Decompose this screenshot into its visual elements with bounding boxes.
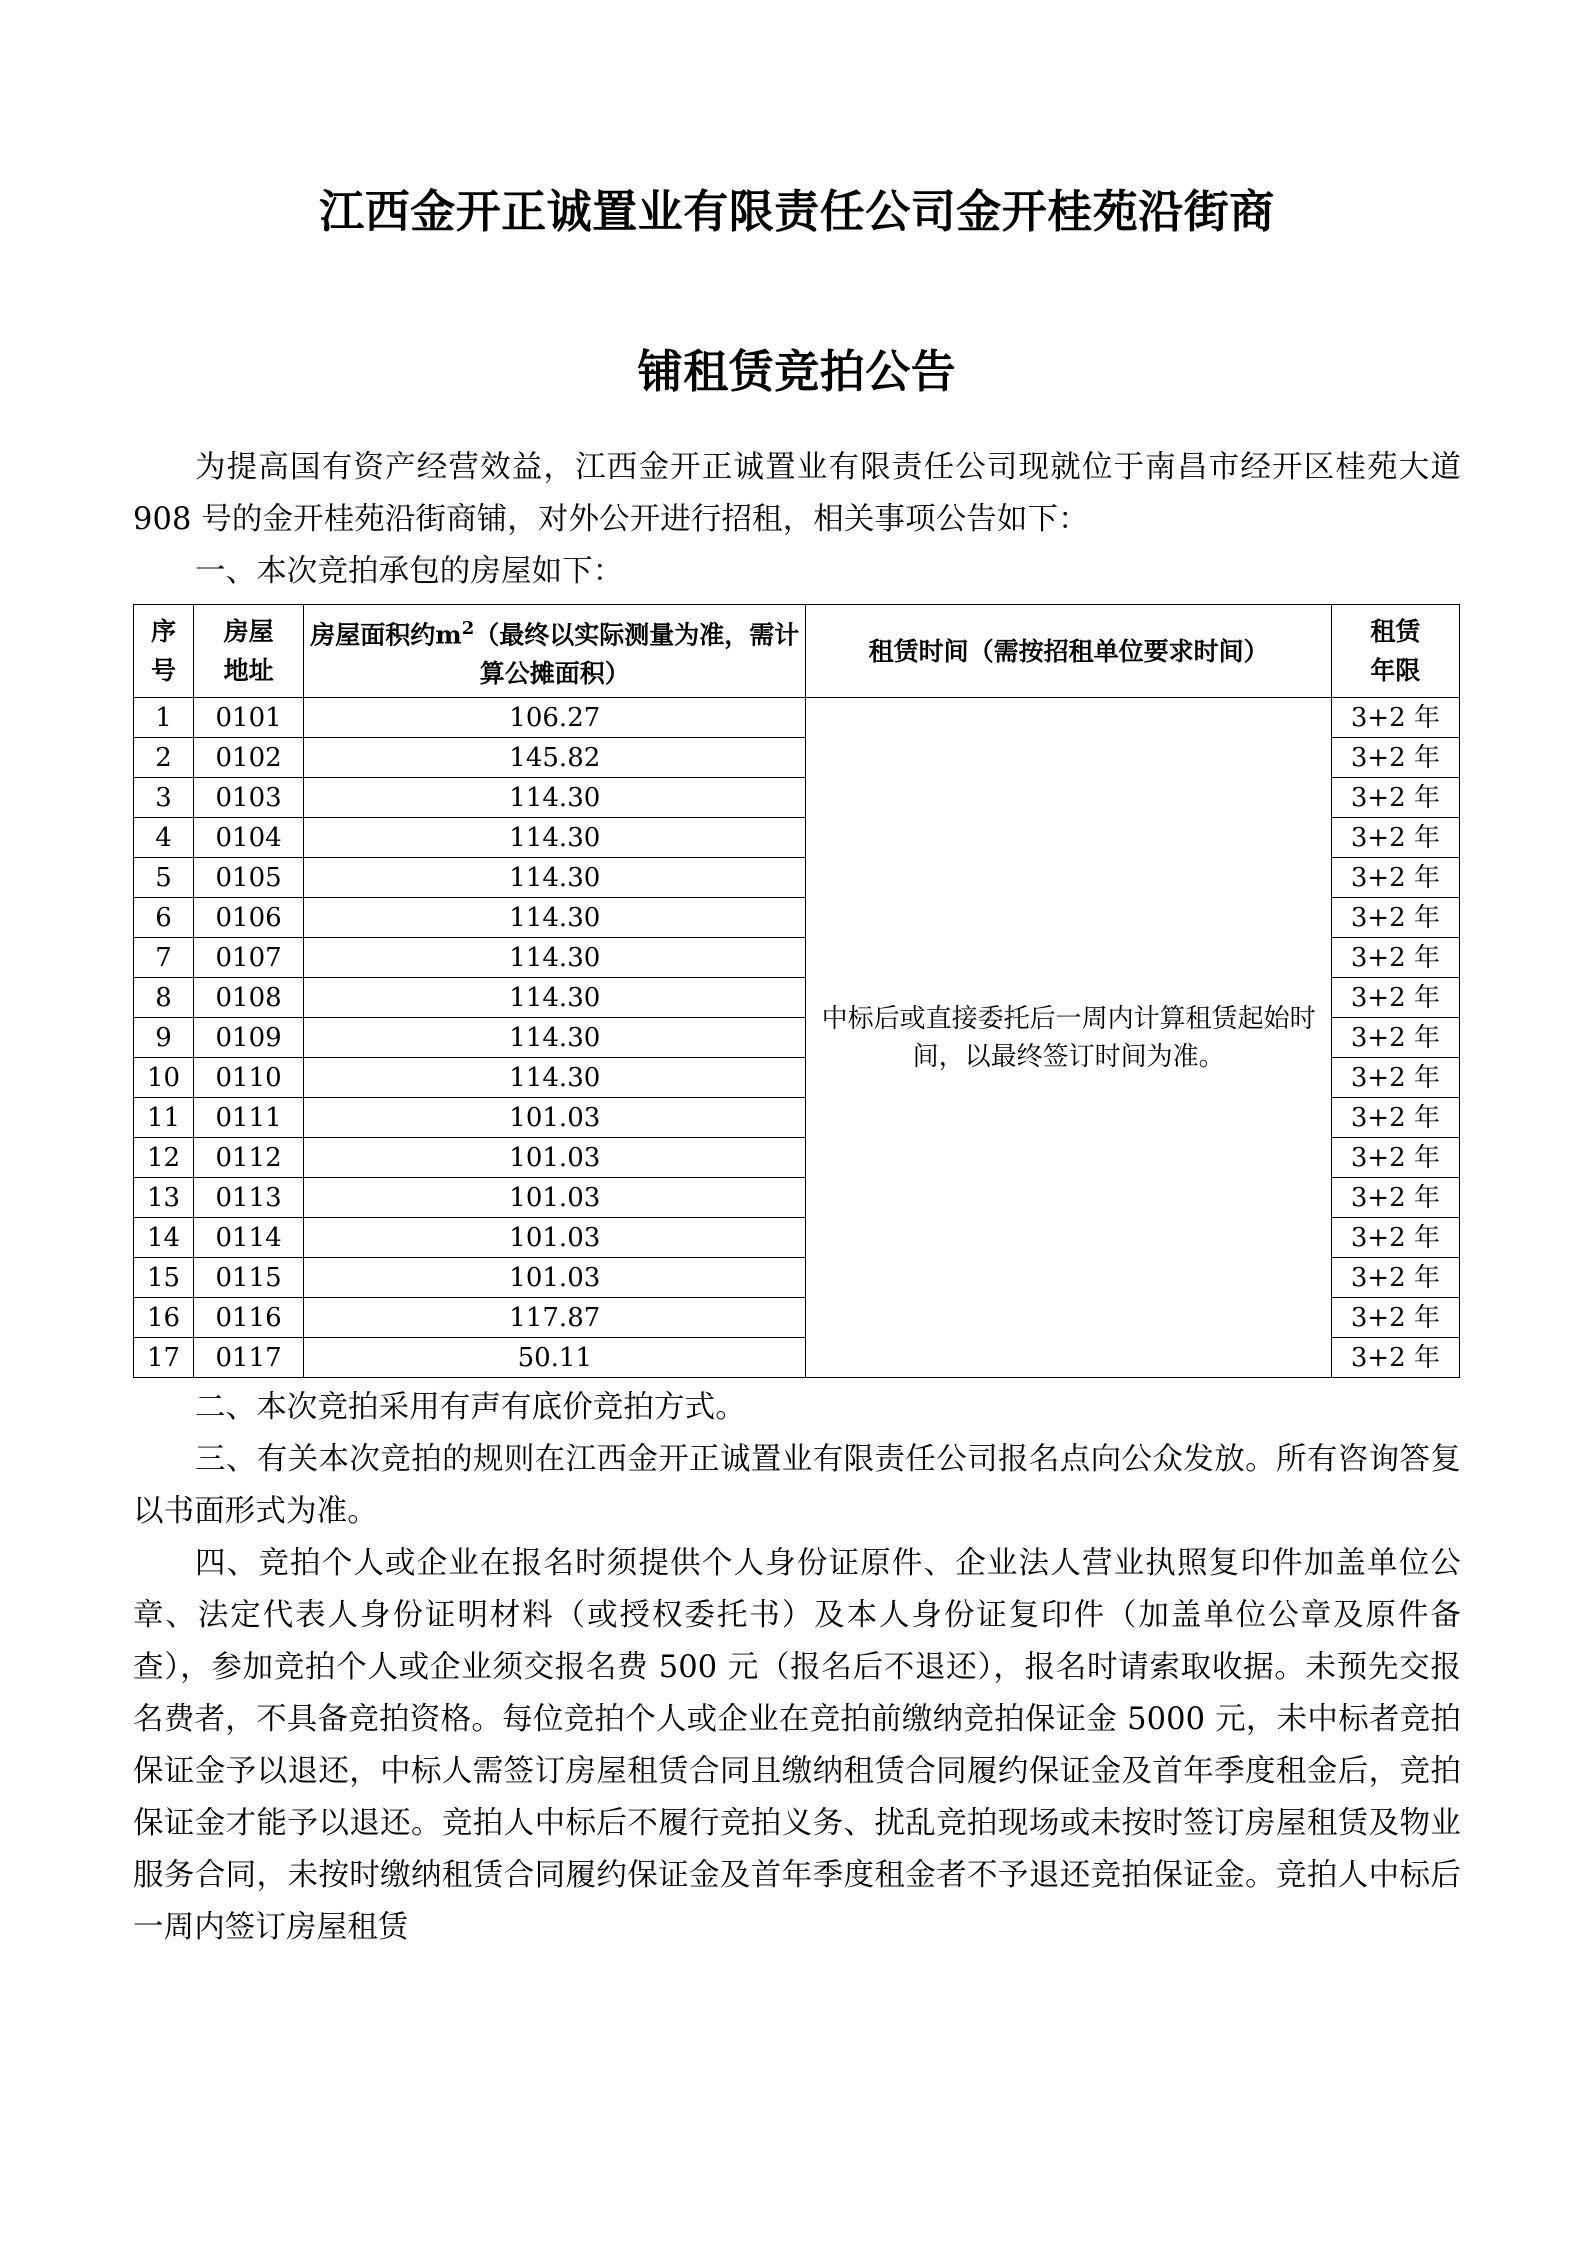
cell-area: 145.82 xyxy=(304,738,806,778)
cell-area: 114.30 xyxy=(304,1058,806,1098)
cell-no: 3 xyxy=(134,778,194,818)
housing-table xyxy=(133,604,1460,1378)
cell-area: 114.30 xyxy=(304,898,806,938)
table-header-row xyxy=(134,605,1460,698)
cell-rental-term: 3+2 年 xyxy=(1331,938,1459,978)
header-address: 房屋 地址 xyxy=(194,605,304,698)
cell-address: 0109 xyxy=(194,1018,304,1058)
header-area-prefix: 房屋面积约m xyxy=(310,620,462,650)
section-two-paragraph: 二、本次竞拍采用有声有底价竞拍方式。 xyxy=(195,1390,746,1426)
cell-rental-term: 3+2 年 xyxy=(1331,1338,1459,1378)
header-rental-term: 租赁 年限 xyxy=(1331,605,1459,698)
cell-area: 101.03 xyxy=(304,1098,806,1138)
cell-no: 11 xyxy=(134,1098,194,1138)
cell-area: 101.03 xyxy=(304,1258,806,1298)
cell-rental-term: 3+2 年 xyxy=(1331,978,1459,1018)
cell-address: 0106 xyxy=(194,898,304,938)
cell-address: 0103 xyxy=(194,778,304,818)
cell-no: 8 xyxy=(134,978,194,1018)
cell-rental-term: 3+2 年 xyxy=(1331,778,1459,818)
cell-address: 0101 xyxy=(194,698,304,738)
header-no: 序 号 xyxy=(134,605,194,698)
cell-rental-term: 3+2 年 xyxy=(1331,1098,1459,1138)
cell-address: 0112 xyxy=(194,1138,304,1178)
cell-address: 0108 xyxy=(194,978,304,1018)
cell-area: 106.27 xyxy=(304,698,806,738)
section-four-paragraph: 四、竞拍个人或企业在报名时须提供个人身份证原件、企业法人营业执照复印件加盖单位公章、法定代表人身份证明材料（或授权委托书）及本人身份证复印件（加盖单位公章及原件备查），参加竞拍个人或企业须交报名费 500 元（报名后不退还），报名时请索取收据。未预先交报名费者，不具备竞拍资格。每位竞拍个人或企业在竞拍前缴纳竞拍保证金 5000 元，未中标者竞拍保证金予以退还，中标人需签订房屋租赁合同且缴纳租赁合同履约保证金及首年季度租金后，竞拍保证金才能予以退还。竞拍人中标后不履行竞拍义务、扰乱竞拍现场或未按时签订房屋租赁及物业服务合同，未按时缴纳租赁合同履约保证金及首年季度租金者不予退还竞拍保证金。竞拍人中标后一周内签订房屋租赁 xyxy=(133,1546,1461,1946)
page-title xyxy=(133,0,1461,412)
cell-address: 0115 xyxy=(194,1258,304,1298)
cell-rental-time-merged: 中标后或直接委托后一周内计算租赁起始时间，以最终签订时间为准。 xyxy=(806,698,1331,1378)
housing-table-wrapper xyxy=(133,604,1461,1378)
cell-area: 117.87 xyxy=(304,1298,806,1338)
cell-no: 1 xyxy=(134,698,194,738)
cell-rental-term: 3+2 年 xyxy=(1331,1058,1459,1098)
cell-area: 114.30 xyxy=(304,818,806,858)
cell-rental-term: 3+2 年 xyxy=(1331,1298,1459,1338)
header-area-superscript: 2 xyxy=(461,618,475,639)
cell-no: 6 xyxy=(134,898,194,938)
section-one-heading: 一、本次竞拍承包的房屋如下： xyxy=(195,554,624,589)
cell-no: 5 xyxy=(134,858,194,898)
cell-area: 114.30 xyxy=(304,938,806,978)
cell-area: 114.30 xyxy=(304,978,806,1018)
cell-rental-term: 3+2 年 xyxy=(1331,1258,1459,1298)
cell-address: 0104 xyxy=(194,818,304,858)
cell-rental-term: 3+2 年 xyxy=(1331,818,1459,858)
cell-address: 0117 xyxy=(194,1338,304,1378)
cell-rental-term: 3+2 年 xyxy=(1331,1178,1459,1218)
cell-address: 0113 xyxy=(194,1178,304,1218)
page-title-line-1: 江西金开正诚置业有限责任公司金开桂苑沿街商 xyxy=(319,185,1275,238)
cell-area: 101.03 xyxy=(304,1218,806,1258)
housing-table-header xyxy=(134,605,1460,698)
cell-address: 0105 xyxy=(194,858,304,898)
cell-no: 17 xyxy=(134,1338,194,1378)
cell-address: 0110 xyxy=(194,1058,304,1098)
cell-no: 15 xyxy=(134,1258,194,1298)
cell-area: 114.30 xyxy=(304,778,806,818)
cell-rental-term: 3+2 年 xyxy=(1331,1018,1459,1058)
cell-no: 10 xyxy=(134,1058,194,1098)
page-content xyxy=(133,0,1461,1954)
housing-table-body xyxy=(134,698,1460,1378)
cell-area: 114.30 xyxy=(304,858,806,898)
table-row xyxy=(134,698,1460,738)
cell-no: 2 xyxy=(134,738,194,778)
cell-rental-term: 3+2 年 xyxy=(1331,858,1459,898)
cell-area: 101.03 xyxy=(304,1138,806,1178)
cell-no: 4 xyxy=(134,818,194,858)
cell-rental-term: 3+2 年 xyxy=(1331,698,1459,738)
cell-area: 114.30 xyxy=(304,1018,806,1058)
cell-rental-term: 3+2 年 xyxy=(1331,1218,1459,1258)
header-rental-time: 租赁时间（需按招租单位要求时间） xyxy=(806,605,1331,698)
cell-area: 50.11 xyxy=(304,1338,806,1378)
header-area-suffix: （最终以实际测量为准，需计算公摊面积） xyxy=(474,620,800,689)
cell-no: 13 xyxy=(134,1178,194,1218)
cell-area: 101.03 xyxy=(304,1178,806,1218)
header-area xyxy=(304,605,806,698)
cell-rental-term: 3+2 年 xyxy=(1331,898,1459,938)
intro-paragraph: 为提高国有资产经营效益，江西金开正诚置业有限责任公司现就位于南昌市经开区桂苑大道 908 号的金开桂苑沿街商铺，对外公开进行招租，相关事项公告如下： xyxy=(133,450,1461,537)
cell-no: 16 xyxy=(134,1298,194,1338)
cell-rental-term: 3+2 年 xyxy=(1331,1138,1459,1178)
section-three-paragraph: 三、有关本次竞拍的规则在江西金开正诚置业有限责任公司报名点向公众发放。所有咨询答复以书面形式为准。 xyxy=(133,1442,1461,1530)
cell-address: 0114 xyxy=(194,1218,304,1258)
cell-no: 7 xyxy=(134,938,194,978)
cell-address: 0116 xyxy=(194,1298,304,1338)
page-title-line-2: 铺租赁竞拍公告 xyxy=(637,345,957,398)
cell-rental-term: 3+2 年 xyxy=(1331,738,1459,778)
cell-address: 0102 xyxy=(194,738,304,778)
cell-no: 12 xyxy=(134,1138,194,1178)
cell-no: 9 xyxy=(134,1018,194,1058)
cell-no: 14 xyxy=(134,1218,194,1258)
cell-address: 0111 xyxy=(194,1098,304,1138)
cell-address: 0107 xyxy=(194,938,304,978)
